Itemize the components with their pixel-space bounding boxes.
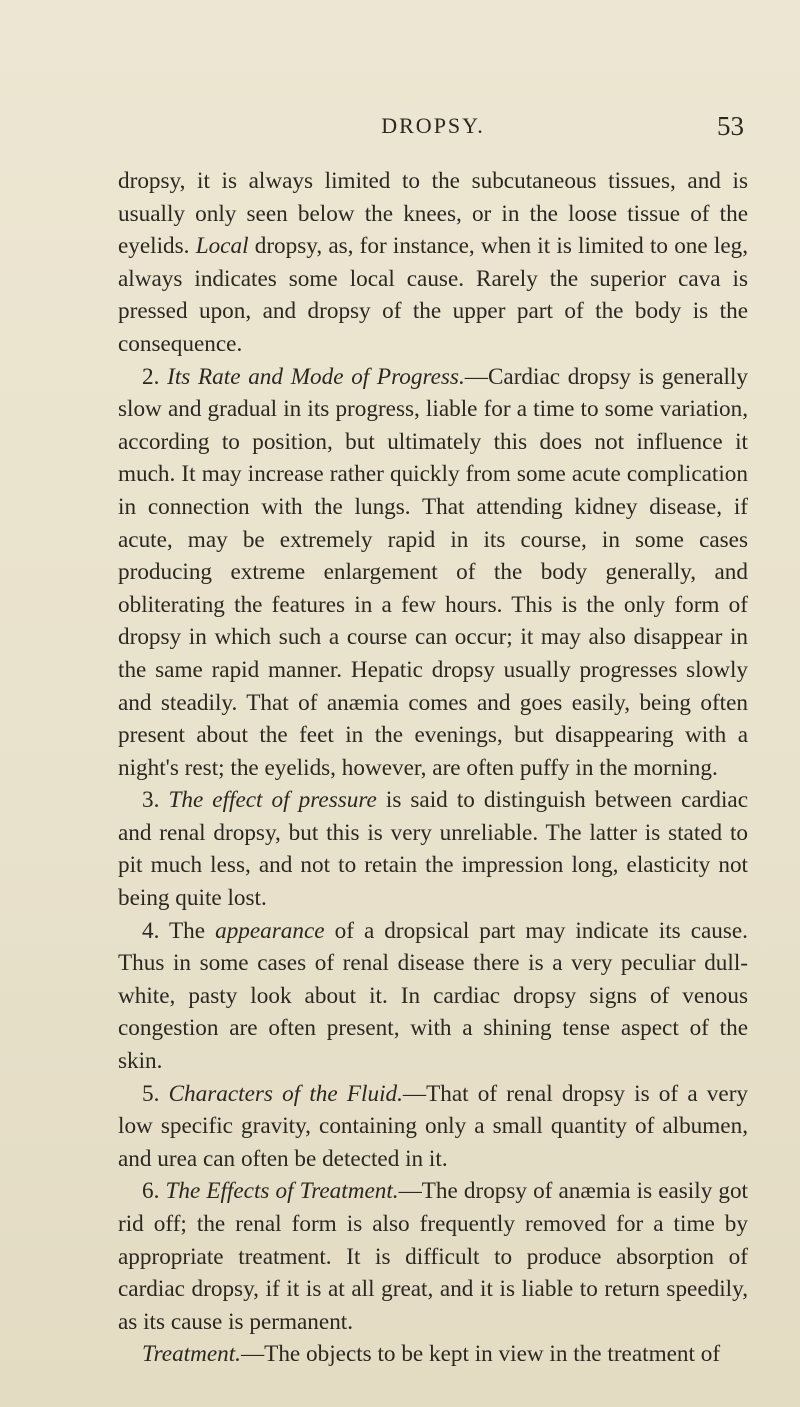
section-number: 3. xyxy=(142,787,169,814)
section-heading: appearance xyxy=(215,917,325,944)
paragraph-text: dropsy, it is always limited to the subcutaneous tissues, and is usually only seen below the knees, or in the loose tissue of the eyelids. xyxy=(118,168,748,260)
paragraph-text: —Cardiac dropsy is generally slow and gradual in its progress, liable for a time to some variation, according to position, but ultimately this does not influence it much. It may increase rather quickly from some acute complication in connection with the lungs. That attending kidney disease, if acute, may be extremely rapid in its course, in some cases producing extreme enlargement of the body generally, and obliterating the features in a few hours. This is the only form of dropsy in which such a course can occur; it may also disappear in the same rapid manner. Hepatic dropsy usually progresses slowly and steadily. That of anæmia comes and goes easily, being often present about the feet in the evenings, but disappearing with a night's rest; the eyelids, however, are often puffy in the morning. xyxy=(118,363,749,781)
paragraph-effect-of-pressure xyxy=(118,784,748,914)
paragraph-text: —The dropsy of anæmia is easily got rid off; the renal form is also frequently removed for a time by appropriate treatment. It is difficult to produce absorption of cardiac dropsy, if it is at all great, and it is liable to return speedily, as its cause is permanent. xyxy=(118,1178,748,1335)
section-heading: Treatment. xyxy=(142,1341,241,1368)
running-head xyxy=(118,108,748,144)
body-text xyxy=(118,165,748,1371)
section-number: 2. xyxy=(142,363,168,390)
paragraph-text: of a dropsical part may indicate its cause. Thus in some cases of renal disease there is a very peculiar dull-white, pasty look about it. In cardiac dropsy signs of venous congestion are often present, with a shining tense aspect of the skin. xyxy=(118,917,748,1075)
section-heading: The Effects of Treatment. xyxy=(165,1178,399,1205)
section-heading: Characters of the Fluid. xyxy=(168,1080,403,1107)
paragraph-text: —That of renal dropsy is of a very low specific gravity, containing only a small quantity of albumen, and urea can often be detected in it. xyxy=(118,1080,749,1172)
section-heading: Its Rate and Mode of Progress. xyxy=(167,363,465,390)
paragraph-treatment xyxy=(118,1338,748,1371)
paragraph-text: dropsy, as, for instance, when it is limited to one leg, always indicates some local cause. Rarely the superior cava is pressed upon, and dropsy of the upper part of the body is the consequence. xyxy=(118,233,748,357)
book-page xyxy=(118,0,748,1407)
running-title: DROPSY. xyxy=(381,113,485,138)
section-number: 6. xyxy=(142,1178,166,1205)
section-number: 5. xyxy=(142,1080,169,1107)
italic-term: Local xyxy=(195,233,249,260)
paragraph-continuation xyxy=(118,165,748,361)
paragraph-appearance xyxy=(118,915,748,1078)
paragraph-rate-and-progress xyxy=(118,361,748,785)
page-number: 53 xyxy=(717,111,744,141)
paragraph-characters-of-fluid xyxy=(118,1078,748,1176)
paragraph-effects-of-treatment xyxy=(118,1175,748,1338)
section-heading: The effect of pressure xyxy=(168,787,377,814)
section-number: 4. The xyxy=(142,917,216,944)
paragraph-text: —The objects to be kept in view in the treatment of xyxy=(240,1341,721,1368)
paragraph-text: is said to distinguish between cardiac and renal dropsy, but this is very unreliable. The latter is stated to pit much less, and not to retain the impression long, elasticity not being quite lost. xyxy=(118,787,748,912)
